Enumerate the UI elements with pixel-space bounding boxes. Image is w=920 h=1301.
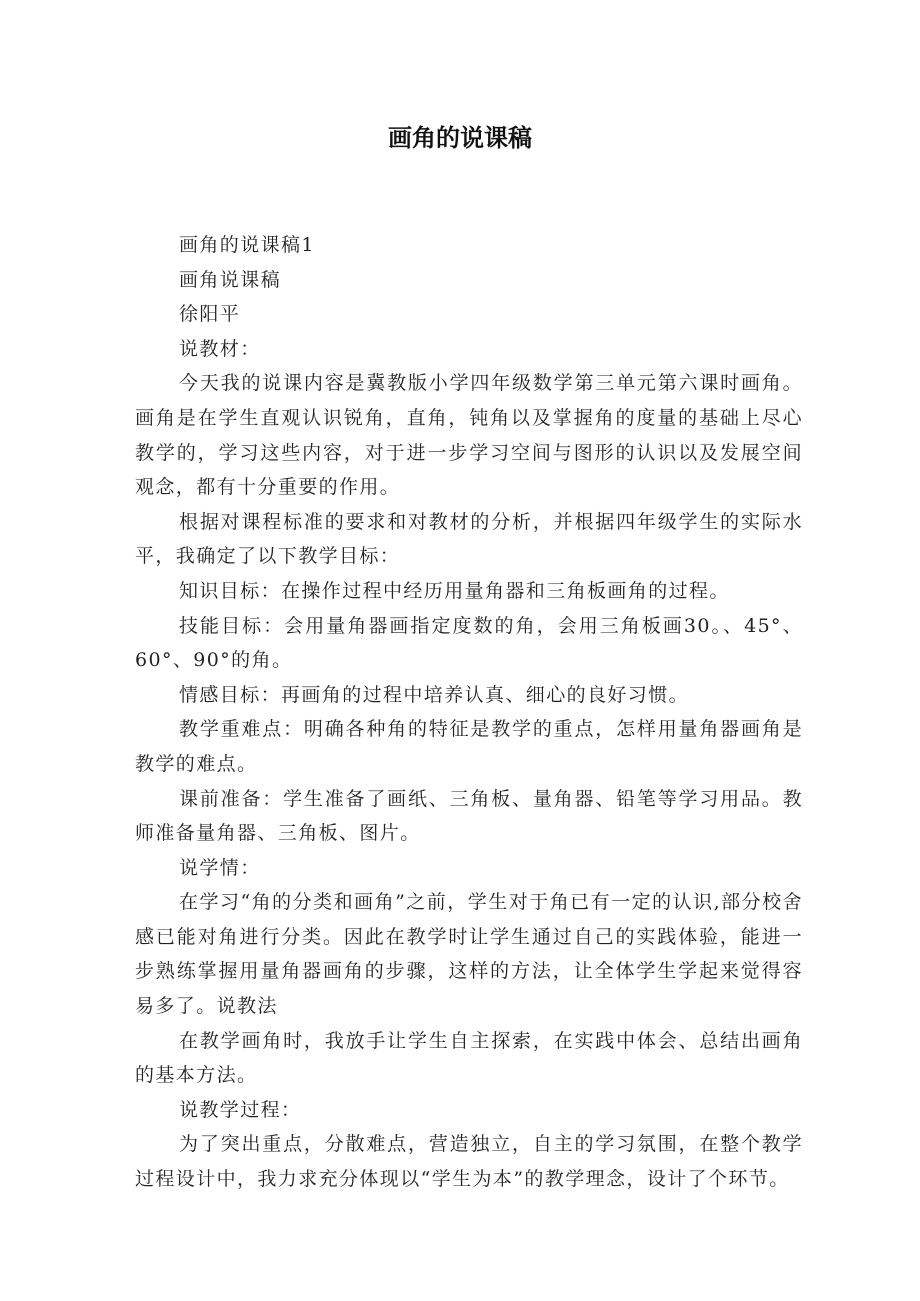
paragraph: 技能目标：会用量角器画指定度数的角，会用三角板画30。、45°、60°、90°的角。 [135, 614, 803, 672]
paragraph: 课前准备：学生准备了画纸、三角板、量角器、铅笔等学习用品。教师准备量角器、三角板、图片。 [135, 787, 803, 845]
paragraph: 徐阳平 [179, 303, 241, 326]
document-title: 画角的说课稿 [388, 124, 532, 152]
paragraph: 为了突出重点，分散难点，营造独立，自主的学习氛围，在整个教学过程设计中，我力求充分体现以“学生为本”的教学理念，设计了个环节。 [135, 1133, 803, 1191]
paragraph: 说教材： [179, 337, 261, 360]
paragraph: 情感目标：再画角的过程中培养认真、细心的良好习惯。 [179, 683, 690, 706]
paragraph: 教学重难点：明确各种角的特征是教学的重点，怎样用量角器画角是教学的难点。 [135, 718, 803, 775]
paragraph: 今天我的说课内容是冀教版小学四年级数学第三单元第六课时画角。画角是在学生直观认识锐角，直角，钝角以及掌握角的度量的基础上尽心教学的，学习这些内容，对于进一步学习空间与图形的认识以及发展空间观念，都有十分重要的作用。 [135, 372, 803, 499]
document-body [135, 228, 803, 1197]
paragraph: 画角的说课稿1 [179, 234, 315, 256]
paragraph: 说教学过程： [179, 1098, 302, 1121]
paragraph: 在教学画角时，我放手让学生自主探索，在实践中体会、总结出画角的基本方法。 [135, 1029, 803, 1087]
paragraph: 说学情： [179, 856, 261, 879]
paragraph: 画角说课稿 [179, 268, 282, 291]
paragraph: 根据对课程标准的要求和对教材的分析，并根据四年级学生的实际水平，我确定了以下教学目标： [135, 510, 803, 568]
paragraph: 知识目标：在操作过程中经历用量角器和三角板画角的过程。 [179, 579, 730, 602]
paragraph: 在学习“角的分类和画角”之前，学生对于角已有一定的认识,部分校舍感已能对角进行分类。因此在教学时让学生通过自己的实践体验，能进一步熟练掌握用量角器画角的步骤，这样的方法，让全体学生学起来觉得容易多了。说教法 [135, 891, 803, 1018]
